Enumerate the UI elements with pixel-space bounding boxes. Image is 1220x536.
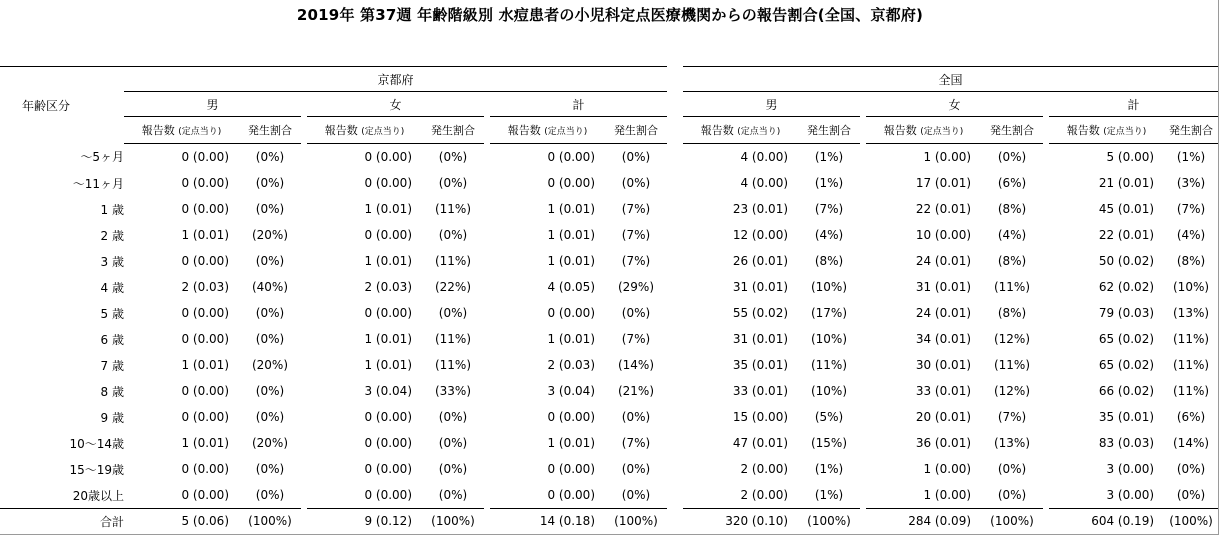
rate-cell: (0%) (255, 254, 285, 268)
count-cell: 0 (0.00) (547, 462, 595, 476)
rate-cell: (40%) (251, 280, 289, 294)
rate-cell: (7%) (1176, 202, 1206, 216)
rate-cell: (100%) (422, 509, 484, 534)
count-column-header (124, 117, 239, 144)
rate-cell: (11%) (434, 332, 472, 346)
count-cell: 320 (0.10) (683, 509, 798, 534)
count-cell: 3 (0.00) (1106, 462, 1155, 476)
rate-cell: (0%) (621, 410, 651, 424)
count-cell: 2 (0.00) (740, 462, 789, 476)
sex-header-male: 男 (124, 92, 301, 117)
count-cell: 0 (0.00) (181, 384, 229, 398)
table-row (0, 482, 1218, 509)
count-label: 報告数 (700, 124, 734, 137)
count-cell: 0 (0.00) (181, 150, 229, 164)
count-cell: 31 (0.01) (732, 280, 789, 294)
count-cell: 47 (0.01) (732, 436, 789, 450)
count-label: 報告数 (324, 124, 358, 137)
count-cell: 10 (0.00) (915, 228, 972, 242)
count-cell: 1 (0.01) (364, 358, 412, 372)
rate-cell: (4%) (1176, 228, 1206, 242)
rate-cell: (0%) (438, 150, 468, 164)
table-row (0, 378, 1218, 404)
rate-cell: (5%) (814, 410, 844, 424)
rate-cell: (20%) (251, 228, 289, 242)
rate-cell: (0%) (621, 176, 651, 190)
age-group-label: 合計 (0, 509, 124, 534)
rate-cell: (11%) (810, 358, 848, 372)
table-row (0, 404, 1218, 430)
count-cell: 65 (0.02) (1098, 358, 1155, 372)
age-group-label: 9 歳 (100, 410, 124, 425)
count-cell: 35 (0.01) (732, 358, 789, 372)
total-row (0, 509, 1218, 534)
count-cell: 66 (0.02) (1098, 384, 1155, 398)
rate-cell: (100%) (798, 509, 860, 534)
table-row (0, 170, 1218, 196)
rate-cell: (3%) (1176, 176, 1206, 190)
rate-cell: (0%) (997, 150, 1027, 164)
count-cell: 0 (0.00) (547, 306, 595, 320)
rate-cell: (0%) (438, 488, 468, 502)
report-table (0, 66, 1218, 533)
rate-cell: (11%) (434, 202, 472, 216)
sex-header-male: 男 (683, 92, 860, 117)
age-group-label: 15〜19歳 (69, 462, 124, 477)
rate-cell: (10%) (810, 384, 848, 398)
rate-cell: (0%) (438, 176, 468, 190)
rate-cell: (8%) (997, 306, 1027, 320)
age-group-label: 〜5ヶ月 (80, 150, 124, 165)
region-header-kyoto: 京都府 (124, 67, 667, 92)
count-cell: 12 (0.00) (732, 228, 789, 242)
count-cell: 0 (0.00) (181, 306, 229, 320)
count-cell: 26 (0.01) (732, 254, 789, 268)
rate-cell: (0%) (438, 436, 468, 450)
region-header-national: 全国 (683, 67, 1218, 92)
count-cell: 0 (0.00) (181, 202, 229, 216)
count-cell: 0 (0.00) (181, 332, 229, 346)
rate-cell: (7%) (621, 332, 651, 346)
rate-cell: (4%) (814, 228, 844, 242)
rate-cell: (7%) (621, 228, 651, 242)
table-row (0, 430, 1218, 456)
count-cell: 1 (0.01) (364, 254, 412, 268)
count-cell: 36 (0.01) (915, 436, 972, 450)
count-cell: 2 (0.00) (740, 488, 789, 502)
count-label: 報告数 (1066, 124, 1100, 137)
count-column-header (307, 117, 422, 144)
count-cell: 35 (0.01) (1098, 410, 1155, 424)
age-column-header: 年齢区分 (0, 67, 124, 144)
count-cell: 45 (0.01) (1098, 202, 1155, 216)
rate-cell: (22%) (434, 280, 472, 294)
sex-header-total: 計 (1049, 92, 1218, 117)
rate-cell: (0%) (255, 384, 285, 398)
age-group-label: 3 歳 (100, 254, 124, 269)
count-sub-label: (定点当り) (178, 127, 222, 137)
rate-cell: (0%) (255, 462, 285, 476)
rate-cell: (7%) (621, 202, 651, 216)
rate-cell: (11%) (993, 280, 1031, 294)
rate-cell: (100%) (1164, 509, 1218, 534)
rate-cell: (12%) (993, 332, 1031, 346)
rate-cell: (11%) (1173, 358, 1210, 372)
count-cell: 0 (0.00) (364, 306, 412, 320)
rate-cell: (0%) (621, 306, 651, 320)
count-label: 報告数 (141, 124, 175, 137)
rate-column-header: 発生割合 (981, 117, 1043, 144)
rate-cell: (13%) (1173, 306, 1210, 320)
rate-cell: (1%) (1176, 150, 1206, 164)
count-cell: 604 (0.19) (1049, 509, 1164, 534)
sex-header-female: 女 (866, 92, 1043, 117)
count-column-header (1049, 117, 1164, 144)
rate-cell: (11%) (434, 254, 472, 268)
rate-column-header: 発生割合 (605, 117, 667, 144)
rate-cell: (7%) (621, 436, 651, 450)
rate-cell: (11%) (434, 358, 472, 372)
rate-cell: (7%) (997, 410, 1027, 424)
rate-cell: (6%) (1176, 410, 1206, 424)
rate-cell: (0%) (438, 410, 468, 424)
count-cell: 33 (0.01) (915, 384, 972, 398)
count-cell: 3 (0.04) (547, 384, 595, 398)
count-cell: 4 (0.05) (547, 280, 595, 294)
rate-cell: (100%) (239, 509, 301, 534)
rate-cell: (0%) (438, 462, 468, 476)
rate-cell: (10%) (1173, 280, 1210, 294)
table-row (0, 326, 1218, 352)
count-cell: 4 (0.00) (740, 176, 789, 190)
count-cell: 14 (0.18) (490, 509, 605, 534)
count-cell: 1 (0.01) (547, 332, 595, 346)
count-cell: 3 (0.04) (364, 384, 412, 398)
count-cell: 0 (0.00) (364, 150, 412, 164)
rate-cell: (1%) (814, 176, 844, 190)
rate-cell: (0%) (255, 202, 285, 216)
count-cell: 2 (0.03) (181, 280, 229, 294)
count-cell: 1 (0.01) (181, 436, 229, 450)
count-cell: 5 (0.00) (1106, 150, 1155, 164)
rate-cell: (0%) (621, 488, 651, 502)
rate-cell: (0%) (438, 306, 468, 320)
count-cell: 1 (0.01) (181, 358, 229, 372)
rate-cell: (8%) (814, 254, 844, 268)
rate-cell: (0%) (255, 488, 285, 502)
rate-cell: (8%) (1176, 254, 1206, 268)
rate-cell: (0%) (997, 462, 1027, 476)
count-cell: 0 (0.00) (547, 150, 595, 164)
count-column-header (866, 117, 981, 144)
count-cell: 1 (0.00) (923, 150, 972, 164)
age-group-label: 20歳以上 (72, 488, 124, 503)
count-cell: 79 (0.03) (1098, 306, 1155, 320)
table-row (0, 144, 1218, 171)
rate-cell: (15%) (810, 436, 848, 450)
count-cell: 21 (0.01) (1098, 176, 1155, 190)
age-group-label: 1 歳 (100, 202, 124, 217)
rate-cell: (20%) (251, 436, 289, 450)
count-cell: 33 (0.01) (732, 384, 789, 398)
count-cell: 284 (0.09) (866, 509, 981, 534)
rate-cell: (21%) (617, 384, 655, 398)
count-cell: 23 (0.01) (732, 202, 789, 216)
sex-header-female: 女 (307, 92, 484, 117)
rate-cell: (8%) (997, 202, 1027, 216)
age-group-label: 10〜14歳 (69, 436, 124, 451)
rate-cell: (4%) (997, 228, 1027, 242)
rate-cell: (6%) (997, 176, 1027, 190)
count-cell: 22 (0.01) (915, 202, 972, 216)
count-cell: 3 (0.00) (1106, 488, 1155, 502)
rate-column-header: 発生割合 (422, 117, 484, 144)
count-cell: 22 (0.01) (1098, 228, 1155, 242)
age-group-label: 2 歳 (100, 228, 124, 243)
count-column-header (490, 117, 605, 144)
count-cell: 20 (0.01) (915, 410, 972, 424)
rate-cell: (0%) (255, 410, 285, 424)
age-group-label: 4 歳 (100, 280, 124, 295)
rate-cell: (11%) (1173, 332, 1210, 346)
count-cell: 1 (0.01) (364, 332, 412, 346)
count-sub-label: (定点当り) (544, 127, 588, 137)
count-cell: 5 (0.06) (124, 509, 239, 534)
count-cell: 0 (0.00) (364, 436, 412, 450)
count-cell: 55 (0.02) (732, 306, 789, 320)
count-cell: 62 (0.02) (1098, 280, 1155, 294)
rate-cell: (8%) (997, 254, 1027, 268)
table-row (0, 456, 1218, 482)
count-cell: 1 (0.01) (547, 202, 595, 216)
table-row (0, 274, 1218, 300)
rate-cell: (0%) (255, 150, 285, 164)
rate-cell: (10%) (810, 332, 848, 346)
count-cell: 30 (0.01) (915, 358, 972, 372)
rate-cell: (1%) (814, 488, 844, 502)
count-sub-label: (定点当り) (920, 127, 964, 137)
rate-cell: (10%) (810, 280, 848, 294)
rate-column-header: 発生割合 (239, 117, 301, 144)
count-sub-label: (定点当り) (1103, 127, 1147, 137)
count-cell: 1 (0.00) (923, 488, 972, 502)
count-cell: 0 (0.00) (364, 488, 412, 502)
rate-cell: (1%) (814, 462, 844, 476)
count-cell: 50 (0.02) (1098, 254, 1155, 268)
count-cell: 1 (0.01) (364, 202, 412, 216)
rate-cell: (1%) (814, 150, 844, 164)
sex-header-total: 計 (490, 92, 667, 117)
age-group-label: 7 歳 (100, 358, 124, 373)
count-cell: 17 (0.01) (915, 176, 972, 190)
count-cell: 0 (0.00) (181, 176, 229, 190)
count-sub-label: (定点当り) (361, 127, 405, 137)
count-cell: 0 (0.00) (181, 254, 229, 268)
page-title: 2019年 第37週 年齢階級別 水痘患者の小児科定点医療機関からの報告割合(全国、京都府) (296, 6, 924, 24)
count-cell: 0 (0.00) (181, 488, 229, 502)
rate-cell: (100%) (605, 509, 667, 534)
count-sub-label: (定点当り) (737, 127, 781, 137)
count-cell: 0 (0.00) (364, 410, 412, 424)
count-column-header (683, 117, 798, 144)
rate-cell: (0%) (621, 150, 651, 164)
rate-cell: (20%) (251, 358, 289, 372)
count-cell: 34 (0.01) (915, 332, 972, 346)
rate-column-header: 発生割合 (1164, 117, 1218, 144)
rate-cell: (0%) (255, 176, 285, 190)
age-group-label: 〜11ヶ月 (72, 176, 124, 191)
count-cell: 1 (0.01) (181, 228, 229, 242)
rate-cell: (0%) (255, 332, 285, 346)
count-cell: 1 (0.00) (923, 462, 972, 476)
table-row (0, 196, 1218, 222)
count-cell: 0 (0.00) (181, 462, 229, 476)
table-row (0, 300, 1218, 326)
table-row (0, 352, 1218, 378)
count-cell: 1 (0.01) (547, 436, 595, 450)
count-cell: 0 (0.00) (364, 176, 412, 190)
count-cell: 9 (0.12) (307, 509, 422, 534)
count-cell: 15 (0.00) (732, 410, 789, 424)
count-cell: 24 (0.01) (915, 306, 972, 320)
count-cell: 4 (0.00) (740, 150, 789, 164)
count-cell: 2 (0.03) (364, 280, 412, 294)
count-cell: 0 (0.00) (364, 228, 412, 242)
count-cell: 31 (0.01) (915, 280, 972, 294)
rate-cell: (0%) (255, 306, 285, 320)
rate-cell: (11%) (1173, 384, 1210, 398)
table-row (0, 222, 1218, 248)
rate-cell: (100%) (981, 509, 1043, 534)
rate-cell: (0%) (997, 488, 1027, 502)
table-row (0, 248, 1218, 274)
count-cell: 0 (0.00) (547, 176, 595, 190)
count-cell: 65 (0.02) (1098, 332, 1155, 346)
count-cell: 0 (0.00) (364, 462, 412, 476)
rate-cell: (0%) (621, 462, 651, 476)
rate-cell: (29%) (617, 280, 655, 294)
rate-cell: (0%) (1176, 462, 1206, 476)
count-label: 報告数 (507, 124, 541, 137)
count-cell: 0 (0.00) (181, 410, 229, 424)
count-cell: 1 (0.01) (547, 254, 595, 268)
rate-cell: (7%) (814, 202, 844, 216)
count-cell: 31 (0.01) (732, 332, 789, 346)
count-cell: 0 (0.00) (547, 410, 595, 424)
rate-cell: (12%) (993, 384, 1031, 398)
count-cell: 83 (0.03) (1098, 436, 1155, 450)
rate-cell: (13%) (993, 436, 1031, 450)
count-label: 報告数 (883, 124, 917, 137)
rate-cell: (0%) (438, 228, 468, 242)
count-cell: 0 (0.00) (547, 488, 595, 502)
count-cell: 24 (0.01) (915, 254, 972, 268)
age-group-label: 8 歳 (100, 384, 124, 399)
rate-cell: (14%) (1173, 436, 1210, 450)
rate-cell: (0%) (1176, 488, 1206, 502)
rate-cell: (14%) (617, 358, 655, 372)
age-group-label: 5 歳 (100, 306, 124, 321)
rate-cell: (33%) (434, 384, 472, 398)
rate-cell: (17%) (810, 306, 848, 320)
count-cell: 1 (0.01) (547, 228, 595, 242)
count-cell: 2 (0.03) (547, 358, 595, 372)
rate-cell: (7%) (621, 254, 651, 268)
age-group-label: 6 歳 (100, 332, 124, 347)
rate-column-header: 発生割合 (798, 117, 860, 144)
rate-cell: (11%) (993, 358, 1031, 372)
